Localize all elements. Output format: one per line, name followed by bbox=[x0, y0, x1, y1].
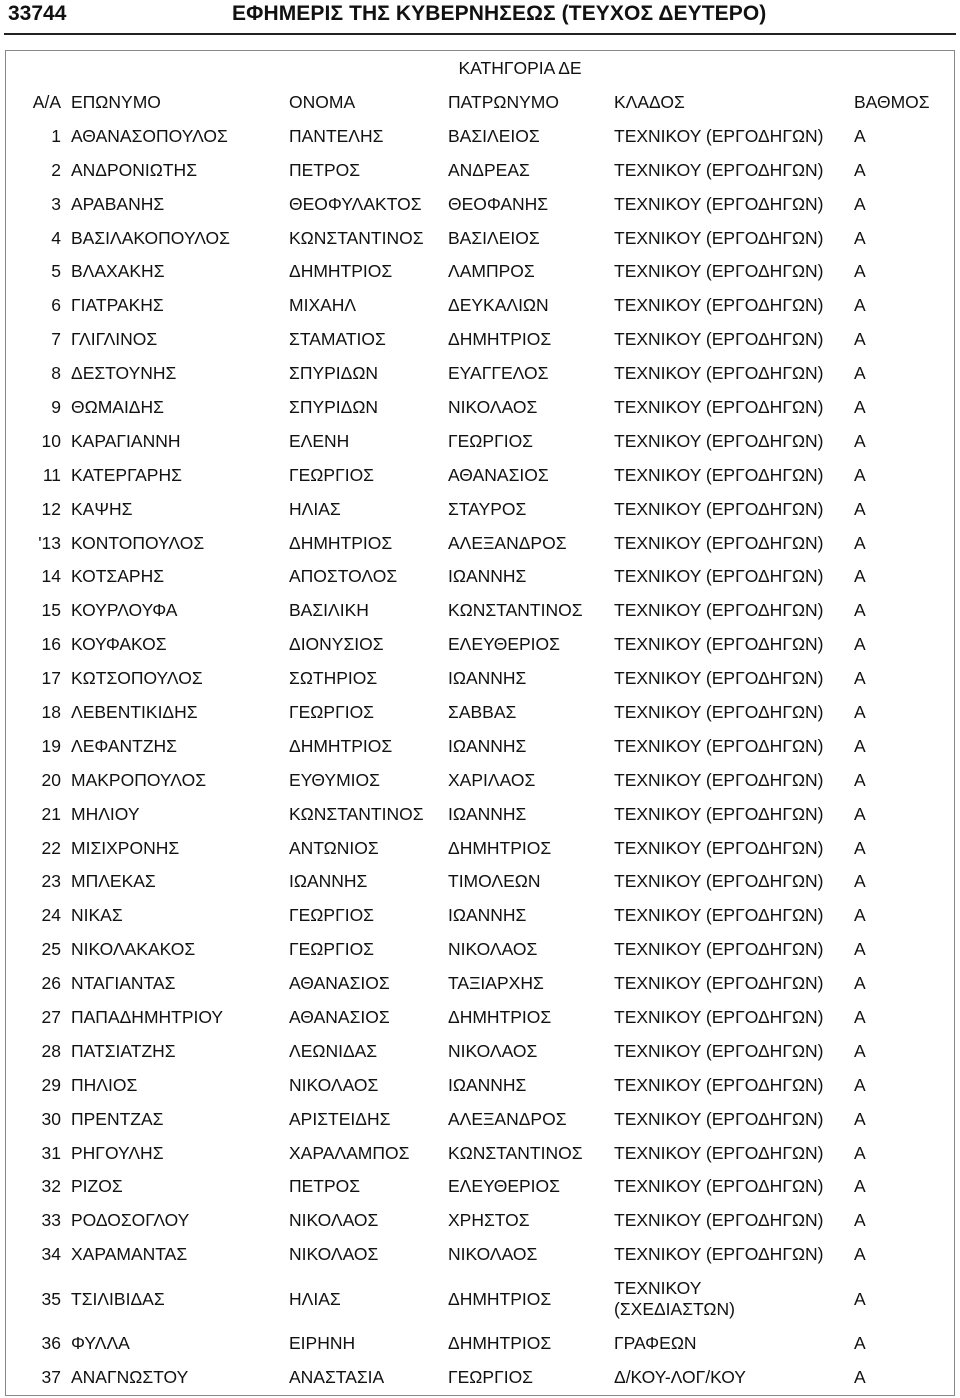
branch-cell: ΤΕΧΝΙΚΟΥ (ΕΡΓΟΔΗΓΩΝ) bbox=[614, 261, 824, 282]
fathers-name-cell: ΒΑΣΙΛΕΙΟΣ bbox=[448, 227, 540, 248]
first-name-cell: ΔΗΜΗΤΡΙΟΣ bbox=[289, 735, 393, 756]
branch-cell: ΤΕΧΝΙΚΟΥ (ΕΡΓΟΔΗΓΩΝ) bbox=[614, 1210, 824, 1231]
table-row bbox=[6, 966, 954, 1000]
branch-cell bbox=[614, 1271, 854, 1326]
branch-cell: ΤΕΧΝΙΚΟΥ (ΕΡΓΟΔΗΓΩΝ) bbox=[614, 1074, 824, 1095]
fathers-name-cell: ΓΕΩΡΓΙΟΣ bbox=[448, 1367, 533, 1387]
fathers-name-cell: ΓΕΩΡΓΙΟΣ bbox=[448, 430, 533, 451]
row-number: 26 bbox=[41, 973, 61, 994]
table-row bbox=[6, 221, 954, 255]
surname-cell: ΚΟΤΣΑΡΗΣ bbox=[71, 566, 165, 587]
first-name-cell: ΒΑΣΙΛΙΚΗ bbox=[289, 600, 369, 621]
fathers-name-cell: ΛΑΜΠΡΟΣ bbox=[448, 261, 535, 282]
grade-cell: Α bbox=[854, 1367, 866, 1387]
fathers-name-cell: ΔΗΜΗΤΡΙΟΣ bbox=[448, 329, 552, 350]
surname-cell: ΒΛΑΧΑΚΗΣ bbox=[71, 261, 165, 282]
first-name-cell: ΛΕΩΝΙΔΑΣ bbox=[289, 1040, 378, 1061]
grade-cell: Α bbox=[854, 125, 866, 146]
first-name-cell: ΗΛΙΑΣ bbox=[289, 1288, 341, 1309]
table-row bbox=[6, 898, 954, 932]
branch-cell: ΤΕΧΝΙΚΟΥ (ΕΡΓΟΔΗΓΩΝ) bbox=[614, 159, 824, 180]
first-name-cell: ΜΙΧΑΗΛ bbox=[289, 295, 357, 316]
row-number: 6 bbox=[51, 295, 61, 316]
branch-cell: ΤΕΧΝΙΚΟΥ (ΕΡΓΟΔΗΓΩΝ) bbox=[614, 295, 824, 316]
grade-cell: Α bbox=[854, 159, 866, 180]
grade-cell: Α bbox=[854, 634, 866, 655]
grade-cell: Α bbox=[854, 1176, 866, 1197]
table-row bbox=[6, 1170, 954, 1204]
first-name-cell: ΣΩΤΗΡΙΟΣ bbox=[289, 668, 378, 689]
row-number: 7 bbox=[51, 329, 61, 350]
grade-cell: Α bbox=[854, 193, 866, 214]
row-number: 32 bbox=[41, 1176, 61, 1197]
grade-cell: Α bbox=[854, 701, 866, 722]
table-row bbox=[6, 932, 954, 966]
surname-cell: ΚΩΤΣΟΠΟΥΛΟΣ bbox=[71, 668, 203, 689]
grade-cell: Α bbox=[854, 396, 866, 417]
staff-table bbox=[6, 51, 954, 1394]
first-name-cell: ΙΩΑΝΝΗΣ bbox=[289, 871, 368, 892]
table-row bbox=[6, 187, 954, 221]
row-number: 37 bbox=[41, 1367, 61, 1387]
fathers-name-cell: ΝΙΚΟΛΑΟΣ bbox=[448, 396, 538, 417]
fathers-name-cell: ΑΛΕΞΑΝΔΡΟΣ bbox=[448, 532, 567, 553]
first-name-cell: ΕΛΕΝΗ bbox=[289, 430, 350, 451]
row-number: 34 bbox=[41, 1244, 61, 1265]
first-name-cell: ΚΩΝΣΤΑΝΤΙΝΟΣ bbox=[289, 227, 424, 248]
surname-cell: ΚΟΝΤΟΠΟΥΛΟΣ bbox=[71, 532, 205, 553]
fathers-name-cell: ΔΗΜΗΤΡΙΟΣ bbox=[448, 1288, 552, 1309]
branch-cell: ΤΕΧΝΙΚΟΥ (ΕΡΓΟΔΗΓΩΝ) bbox=[614, 193, 824, 214]
fathers-name-cell: ΧΑΡΙΛΑΟΣ bbox=[448, 769, 536, 790]
fathers-name-cell: ΙΩΑΝΝΗΣ bbox=[448, 735, 527, 756]
grade-cell: Α bbox=[854, 227, 866, 248]
table-row bbox=[6, 153, 954, 187]
first-name-cell: ΚΩΝΣΤΑΝΤΙΝΟΣ bbox=[289, 803, 424, 824]
surname-cell: ΜΠΛΕΚΑΣ bbox=[71, 871, 156, 892]
surname-cell: ΚΟΥΦΑΚΟΣ bbox=[71, 634, 167, 655]
fathers-name-cell: ΔΗΜΗΤΡΙΟΣ bbox=[448, 1333, 552, 1354]
first-name-cell: ΔΙΟΝΥΣΙΟΣ bbox=[289, 634, 384, 655]
table-row bbox=[6, 729, 954, 763]
first-name-cell: ΝΙΚΟΛΑΟΣ bbox=[289, 1210, 379, 1231]
grade-cell: Α bbox=[854, 430, 866, 451]
row-number: 25 bbox=[41, 939, 61, 960]
grade-cell: Α bbox=[854, 363, 866, 384]
row-number: 9 bbox=[51, 396, 61, 417]
surname-cell: ΦΥΛΛΑ bbox=[71, 1333, 130, 1354]
table-row bbox=[6, 119, 954, 153]
first-name-cell: ΑΘΑΝΑΣΙΟΣ bbox=[289, 973, 390, 994]
fathers-name-cell: ΝΙΚΟΛΑΟΣ bbox=[448, 1244, 538, 1265]
first-name-cell: ΑΠΟΣΤΟΛΟΣ bbox=[289, 566, 398, 587]
first-name-cell: ΝΙΚΟΛΑΟΣ bbox=[289, 1074, 379, 1095]
first-name-cell: ΠΑΝΤΕΛΗΣ bbox=[289, 125, 384, 146]
grade-cell: Α bbox=[854, 498, 866, 519]
table-row bbox=[6, 356, 954, 390]
row-number: 16 bbox=[41, 634, 61, 655]
table-row bbox=[6, 322, 954, 356]
surname-cell: ΠΑΠΑΔΗΜΗΤΡΙΟΥ bbox=[71, 1006, 224, 1027]
branch-cell: ΤΕΧΝΙΚΟΥ (ΕΡΓΟΔΗΓΩΝ) bbox=[614, 1176, 824, 1197]
branch-cell-line: (ΣΧΕΔΙΑΣΤΩΝ) bbox=[614, 1298, 735, 1319]
surname-cell: ΝΤΑΓΙΑΝΤΑΣ bbox=[71, 973, 176, 994]
column-header-surname: ΕΠΩΝΥΜΟ bbox=[71, 91, 161, 112]
first-name-cell: ΓΕΩΡΓΙΟΣ bbox=[289, 939, 374, 960]
first-name-cell: ΓΕΩΡΓΙΟΣ bbox=[289, 464, 374, 485]
first-name-cell: ΣΤΑΜΑΤΙΟΣ bbox=[289, 329, 386, 350]
grade-cell: Α bbox=[854, 600, 866, 621]
surname-cell: ΑΝΔΡΟΝΙΩΤΗΣ bbox=[71, 159, 198, 180]
fathers-name-cell: ΑΛΕΞΑΝΔΡΟΣ bbox=[448, 1108, 567, 1129]
branch-cell: ΤΕΧΝΙΚΟΥ (ΕΡΓΟΔΗΓΩΝ) bbox=[614, 837, 824, 858]
row-number: 17 bbox=[41, 668, 61, 689]
branch-cell: ΤΕΧΝΙΚΟΥ (ΕΡΓΟΔΗΓΩΝ) bbox=[614, 363, 824, 384]
branch-cell: ΤΕΧΝΙΚΟΥ (ΕΡΓΟΔΗΓΩΝ) bbox=[614, 769, 824, 790]
surname-cell: ΚΑΤΕΡΓΑΡΗΣ bbox=[71, 464, 182, 485]
surname-cell: ΜΑΚΡΟΠΟΥΛΟΣ bbox=[71, 769, 207, 790]
branch-cell: ΤΕΧΝΙΚΟΥ (ΕΡΓΟΔΗΓΩΝ) bbox=[614, 668, 824, 689]
row-number: 4 bbox=[51, 227, 61, 248]
grade-cell: Α bbox=[854, 837, 866, 858]
row-number: 35 bbox=[41, 1288, 61, 1309]
fathers-name-cell: ΝΙΚΟΛΑΟΣ bbox=[448, 939, 538, 960]
row-number: 19 bbox=[41, 735, 61, 756]
table-row bbox=[6, 864, 954, 898]
fathers-name-cell: ΔΗΜΗΤΡΙΟΣ bbox=[448, 837, 552, 858]
branch-cell: ΤΕΧΝΙΚΟΥ (ΕΡΓΟΔΗΓΩΝ) bbox=[614, 1040, 824, 1061]
column-header-aa: Α/Α bbox=[32, 91, 61, 112]
grade-cell: Α bbox=[854, 973, 866, 994]
surname-cell: ΛΕΦΑΝΤΖΗΣ bbox=[71, 735, 177, 756]
branch-cell: ΤΕΧΝΙΚΟΥ (ΕΡΓΟΔΗΓΩΝ) bbox=[614, 1244, 824, 1265]
grade-cell: Α bbox=[854, 532, 866, 553]
row-number: 18 bbox=[41, 701, 61, 722]
grade-cell: Α bbox=[854, 668, 866, 689]
first-name-cell: ΔΗΜΗΤΡΙΟΣ bbox=[289, 532, 393, 553]
surname-cell: ΡΟΔΟΣΟΓΛΟΥ bbox=[71, 1210, 190, 1231]
table-row bbox=[6, 695, 954, 729]
first-name-cell: ΔΗΜΗΤΡΙΟΣ bbox=[289, 261, 393, 282]
surname-cell: ΚΑΡΑΓΙΑΝΝΗ bbox=[71, 430, 181, 451]
branch-cell: Δ/ΚΟΥ-ΛΟΓ/ΚΟΥ bbox=[614, 1367, 746, 1387]
row-number: 5 bbox=[51, 261, 61, 282]
fathers-name-cell: ΣΤΑΥΡΟΣ bbox=[448, 498, 527, 519]
table-row bbox=[6, 1271, 954, 1326]
fathers-name-cell: ΧΡΗΣΤΟΣ bbox=[448, 1210, 530, 1231]
row-number: 30 bbox=[41, 1108, 61, 1129]
table-row bbox=[6, 559, 954, 593]
table-row bbox=[6, 526, 954, 560]
row-number: 27 bbox=[41, 1006, 61, 1027]
surname-cell: ΜΗΛΙΟΥ bbox=[71, 803, 140, 824]
surname-cell: ΚΟΥΡΛΟΥΦΑ bbox=[71, 600, 178, 621]
table-row bbox=[6, 1000, 954, 1034]
table-row bbox=[6, 390, 954, 424]
surname-cell: ΤΣΙΛΙΒΙΔΑΣ bbox=[71, 1288, 165, 1309]
surname-cell: ΑΝΑΓΝΩΣΤΟΥ bbox=[71, 1367, 189, 1387]
grade-cell: Α bbox=[854, 1074, 866, 1095]
gazette-title: ΕΦΗΜΕΡΙΣ ΤΗΣ ΚΥΒΕΡΝΗΣΕΩΣ (ΤΕΥΧΟΣ ΔΕΥΤΕΡΟ) bbox=[232, 2, 767, 25]
row-number: 31 bbox=[41, 1142, 61, 1163]
table-row bbox=[6, 593, 954, 627]
table-row bbox=[6, 424, 954, 458]
grade-cell: Α bbox=[854, 871, 866, 892]
branch-cell: ΤΕΧΝΙΚΟΥ (ΕΡΓΟΔΗΓΩΝ) bbox=[614, 1142, 824, 1163]
surname-cell: ΓΙΑΤΡΑΚΗΣ bbox=[71, 295, 164, 316]
row-number: 3 bbox=[51, 193, 61, 214]
first-name-cell: ΕΙΡΗΝΗ bbox=[289, 1333, 356, 1354]
branch-cell: ΓΡΑΦΕΩΝ bbox=[614, 1333, 697, 1354]
surname-cell: ΠΗΛΙΟΣ bbox=[71, 1074, 138, 1095]
table-row bbox=[6, 1326, 954, 1360]
first-name-cell: ΣΠΥΡΙΔΩΝ bbox=[289, 363, 379, 384]
first-name-cell: ΓΕΩΡΓΙΟΣ bbox=[289, 701, 374, 722]
surname-cell: ΔΕΣΤΟΥΝΗΣ bbox=[71, 363, 177, 384]
branch-cell: ΤΕΧΝΙΚΟΥ (ΕΡΓΟΔΗΓΩΝ) bbox=[614, 498, 824, 519]
fathers-name-cell: ΣΑΒΒΑΣ bbox=[448, 701, 517, 722]
table-row bbox=[6, 797, 954, 831]
fathers-name-cell: ΙΩΑΝΝΗΣ bbox=[448, 566, 527, 587]
grade-cell: Α bbox=[854, 1288, 866, 1309]
first-name-cell: ΣΠΥΡΙΔΩΝ bbox=[289, 396, 379, 417]
table-caption-row bbox=[6, 51, 954, 85]
first-name-cell: ΑΘΑΝΑΣΙΟΣ bbox=[289, 1006, 390, 1027]
fathers-name-cell: ΤΑΞΙΑΡΧΗΣ bbox=[448, 973, 544, 994]
row-number: 8 bbox=[51, 363, 61, 384]
row-number: '13 bbox=[38, 532, 61, 553]
fathers-name-cell: ΕΛΕΥΘΕΡΙΟΣ bbox=[448, 634, 560, 655]
first-name-cell: ΑΝΤΩΝΙΟΣ bbox=[289, 837, 379, 858]
surname-cell: ΓΛΙΓΛΙΝΟΣ bbox=[71, 329, 158, 350]
grade-cell: Α bbox=[854, 1210, 866, 1231]
branch-cell-line: ΤΕΧΝΙΚΟΥ bbox=[614, 1277, 702, 1298]
surname-cell: ΜΙΣΙΧΡΟΝΗΣ bbox=[71, 837, 180, 858]
fathers-name-cell: ΙΩΑΝΝΗΣ bbox=[448, 905, 527, 926]
grade-cell: Α bbox=[854, 1040, 866, 1061]
branch-cell: ΤΕΧΝΙΚΟΥ (ΕΡΓΟΔΗΓΩΝ) bbox=[614, 701, 824, 722]
row-number: 12 bbox=[41, 498, 61, 519]
first-name-cell: ΘΕΟΦΥΛΑΚΤΟΣ bbox=[289, 193, 422, 214]
column-header-grade: ΒΑΘΜΟΣ bbox=[854, 91, 930, 112]
surname-cell: ΛΕΒΕΝΤΙΚΙΔΗΣ bbox=[71, 701, 198, 722]
row-number: 11 bbox=[42, 464, 61, 485]
surname-cell: ΠΡΕΝΤΖΑΣ bbox=[71, 1108, 164, 1129]
row-number: 22 bbox=[41, 837, 61, 858]
branch-cell: ΤΕΧΝΙΚΟΥ (ΕΡΓΟΔΗΓΩΝ) bbox=[614, 329, 824, 350]
row-number: 20 bbox=[41, 769, 61, 790]
grade-cell: Α bbox=[854, 464, 866, 485]
branch-cell: ΤΕΧΝΙΚΟΥ (ΕΡΓΟΔΗΓΩΝ) bbox=[614, 464, 824, 485]
table-row bbox=[6, 1136, 954, 1170]
fathers-name-cell: ΝΙΚΟΛΑΟΣ bbox=[448, 1040, 538, 1061]
page-number: 33744 bbox=[8, 2, 67, 25]
fathers-name-cell: ΔΗΜΗΤΡΙΟΣ bbox=[448, 1006, 552, 1027]
branch-cell: ΤΕΧΝΙΚΟΥ (ΕΡΓΟΔΗΓΩΝ) bbox=[614, 1006, 824, 1027]
surname-cell: ΘΩΜΑΙΔΗΣ bbox=[71, 396, 164, 417]
branch-cell: ΤΕΧΝΙΚΟΥ (ΕΡΓΟΔΗΓΩΝ) bbox=[614, 803, 824, 824]
branch-cell: ΤΕΧΝΙΚΟΥ (ΕΡΓΟΔΗΓΩΝ) bbox=[614, 125, 824, 146]
branch-cell: ΤΕΧΝΙΚΟΥ (ΕΡΓΟΔΗΓΩΝ) bbox=[614, 1108, 824, 1129]
table-row bbox=[6, 1203, 954, 1237]
first-name-cell: ΑΡΙΣΤΕΙΔΗΣ bbox=[289, 1108, 391, 1129]
table-row bbox=[6, 831, 954, 865]
first-name-cell: ΧΑΡΑΛΑΜΠΟΣ bbox=[289, 1142, 410, 1163]
row-number: 1 bbox=[51, 125, 61, 146]
grade-cell: Α bbox=[854, 566, 866, 587]
grade-cell: Α bbox=[854, 803, 866, 824]
fathers-name-cell: ΔΕΥΚΑΛΙΩΝ bbox=[448, 295, 549, 316]
table-row bbox=[6, 1034, 954, 1068]
table-row bbox=[6, 1068, 954, 1102]
surname-cell: ΠΑΤΣΙΑΤΖΗΣ bbox=[71, 1040, 176, 1061]
table-row bbox=[6, 763, 954, 797]
surname-cell: ΑΡΑΒΑΝΗΣ bbox=[71, 193, 165, 214]
grade-cell: Α bbox=[854, 295, 866, 316]
surname-cell: ΝΙΚΑΣ bbox=[71, 905, 123, 926]
row-number: 21 bbox=[41, 803, 61, 824]
row-number: 23 bbox=[41, 871, 61, 892]
table-row bbox=[6, 288, 954, 322]
row-number: 15 bbox=[41, 600, 61, 621]
column-header-name: ΟΝΟΜΑ bbox=[289, 91, 356, 112]
table-row bbox=[6, 254, 954, 288]
table-row bbox=[6, 1102, 954, 1136]
row-number: 14 bbox=[41, 566, 61, 587]
first-name-cell: ΕΥΘΥΜΙΟΣ bbox=[289, 769, 380, 790]
category-caption: ΚΑΤΗΓΟΡΙΑ ΔΕ bbox=[458, 58, 582, 78]
branch-cell: ΤΕΧΝΙΚΟΥ (ΕΡΓΟΔΗΓΩΝ) bbox=[614, 735, 824, 756]
branch-cell: ΤΕΧΝΙΚΟΥ (ΕΡΓΟΔΗΓΩΝ) bbox=[614, 430, 824, 451]
grade-cell: Α bbox=[854, 329, 866, 350]
column-header-fathers-name: ΠΑΤΡΩΝΥΜΟ bbox=[448, 91, 559, 112]
table-row bbox=[6, 458, 954, 492]
fathers-name-cell: ΙΩΑΝΝΗΣ bbox=[448, 668, 527, 689]
grade-cell: Α bbox=[854, 1142, 866, 1163]
row-number: 29 bbox=[41, 1074, 61, 1095]
first-name-cell: ΠΕΤΡΟΣ bbox=[289, 159, 361, 180]
table-row bbox=[6, 627, 954, 661]
row-number: 33 bbox=[41, 1210, 61, 1231]
branch-cell: ΤΕΧΝΙΚΟΥ (ΕΡΓΟΔΗΓΩΝ) bbox=[614, 634, 824, 655]
branch-cell: ΤΕΧΝΙΚΟΥ (ΕΡΓΟΔΗΓΩΝ) bbox=[614, 532, 824, 553]
surname-cell: ΧΑΡΑΜΑΝΤΑΣ bbox=[71, 1244, 188, 1265]
row-number: 28 bbox=[41, 1040, 61, 1061]
fathers-name-cell: ΤΙΜΟΛΕΩΝ bbox=[448, 871, 541, 892]
surname-cell: ΒΑΣΙΛΑΚΟΠΟΥΛΟΣ bbox=[71, 227, 230, 248]
fathers-name-cell: ΕΛΕΥΘΕΡΙΟΣ bbox=[448, 1176, 560, 1197]
grade-cell: Α bbox=[854, 1006, 866, 1027]
surname-cell: ΝΙΚΟΛΑΚΑΚΟΣ bbox=[71, 939, 196, 960]
fathers-name-cell: ΚΩΝΣΤΑΝΤΙΝΟΣ bbox=[448, 1142, 583, 1163]
branch-cell: ΤΕΧΝΙΚΟΥ (ΕΡΓΟΔΗΓΩΝ) bbox=[614, 396, 824, 417]
page-header bbox=[0, 0, 960, 34]
grade-cell: Α bbox=[854, 905, 866, 926]
branch-cell: ΤΕΧΝΙΚΟΥ (ΕΡΓΟΔΗΓΩΝ) bbox=[614, 973, 824, 994]
branch-cell: ΤΕΧΝΙΚΟΥ (ΕΡΓΟΔΗΓΩΝ) bbox=[614, 939, 824, 960]
fathers-name-cell: ΒΑΣΙΛΕΙΟΣ bbox=[448, 125, 540, 146]
surname-cell: ΚΑΨΗΣ bbox=[71, 498, 133, 519]
fathers-name-cell: ΕΥΑΓΓΕΛΟΣ bbox=[448, 363, 549, 384]
surname-cell: ΡΙΖΟΣ bbox=[71, 1176, 123, 1197]
branch-cell: ΤΕΧΝΙΚΟΥ (ΕΡΓΟΔΗΓΩΝ) bbox=[614, 905, 824, 926]
fathers-name-cell: ΑΘΑΝΑΣΙΟΣ bbox=[448, 464, 549, 485]
fathers-name-cell: ΘΕΟΦΑΝΗΣ bbox=[448, 193, 549, 214]
row-number: 2 bbox=[51, 159, 61, 180]
first-name-cell: ΠΕΤΡΟΣ bbox=[289, 1176, 361, 1197]
first-name-cell: ΑΝΑΣΤΑΣΙΑ bbox=[289, 1367, 385, 1387]
grade-cell: Α bbox=[854, 261, 866, 282]
header-rule bbox=[4, 33, 956, 35]
grade-cell: Α bbox=[854, 735, 866, 756]
first-name-cell: ΗΛΙΑΣ bbox=[289, 498, 341, 519]
grade-cell: Α bbox=[854, 939, 866, 960]
table-row bbox=[6, 661, 954, 695]
row-number: 10 bbox=[41, 430, 61, 451]
table-row bbox=[6, 1360, 954, 1394]
table-row bbox=[6, 1237, 954, 1271]
fathers-name-cell: ΚΩΝΣΤΑΝΤΙΝΟΣ bbox=[448, 600, 583, 621]
fathers-name-cell: ΑΝΔΡΕΑΣ bbox=[448, 159, 530, 180]
first-name-cell: ΝΙΚΟΛΑΟΣ bbox=[289, 1244, 379, 1265]
grade-cell: Α bbox=[854, 769, 866, 790]
surname-cell: ΡΗΓΟΥΛΗΣ bbox=[71, 1142, 164, 1163]
branch-cell: ΤΕΧΝΙΚΟΥ (ΕΡΓΟΔΗΓΩΝ) bbox=[614, 871, 824, 892]
fathers-name-cell: ΙΩΑΝΝΗΣ bbox=[448, 803, 527, 824]
row-number: 36 bbox=[41, 1333, 61, 1354]
column-header-branch: ΚΛΑΔΟΣ bbox=[614, 91, 685, 112]
fathers-name-cell: ΙΩΑΝΝΗΣ bbox=[448, 1074, 527, 1095]
grade-cell: Α bbox=[854, 1333, 866, 1354]
branch-cell: ΤΕΧΝΙΚΟΥ (ΕΡΓΟΔΗΓΩΝ) bbox=[614, 600, 824, 621]
table-header-row bbox=[6, 85, 954, 119]
row-number: 24 bbox=[41, 905, 61, 926]
surname-cell: ΑΘΑΝΑΣΟΠΟΥΛΟΣ bbox=[71, 125, 228, 146]
grade-cell: Α bbox=[854, 1244, 866, 1265]
branch-cell: ΤΕΧΝΙΚΟΥ (ΕΡΓΟΔΗΓΩΝ) bbox=[614, 227, 824, 248]
branch-cell: ΤΕΧΝΙΚΟΥ (ΕΡΓΟΔΗΓΩΝ) bbox=[614, 566, 824, 587]
table-row bbox=[6, 492, 954, 526]
first-name-cell: ΓΕΩΡΓΙΟΣ bbox=[289, 905, 374, 926]
grade-cell: Α bbox=[854, 1108, 866, 1129]
